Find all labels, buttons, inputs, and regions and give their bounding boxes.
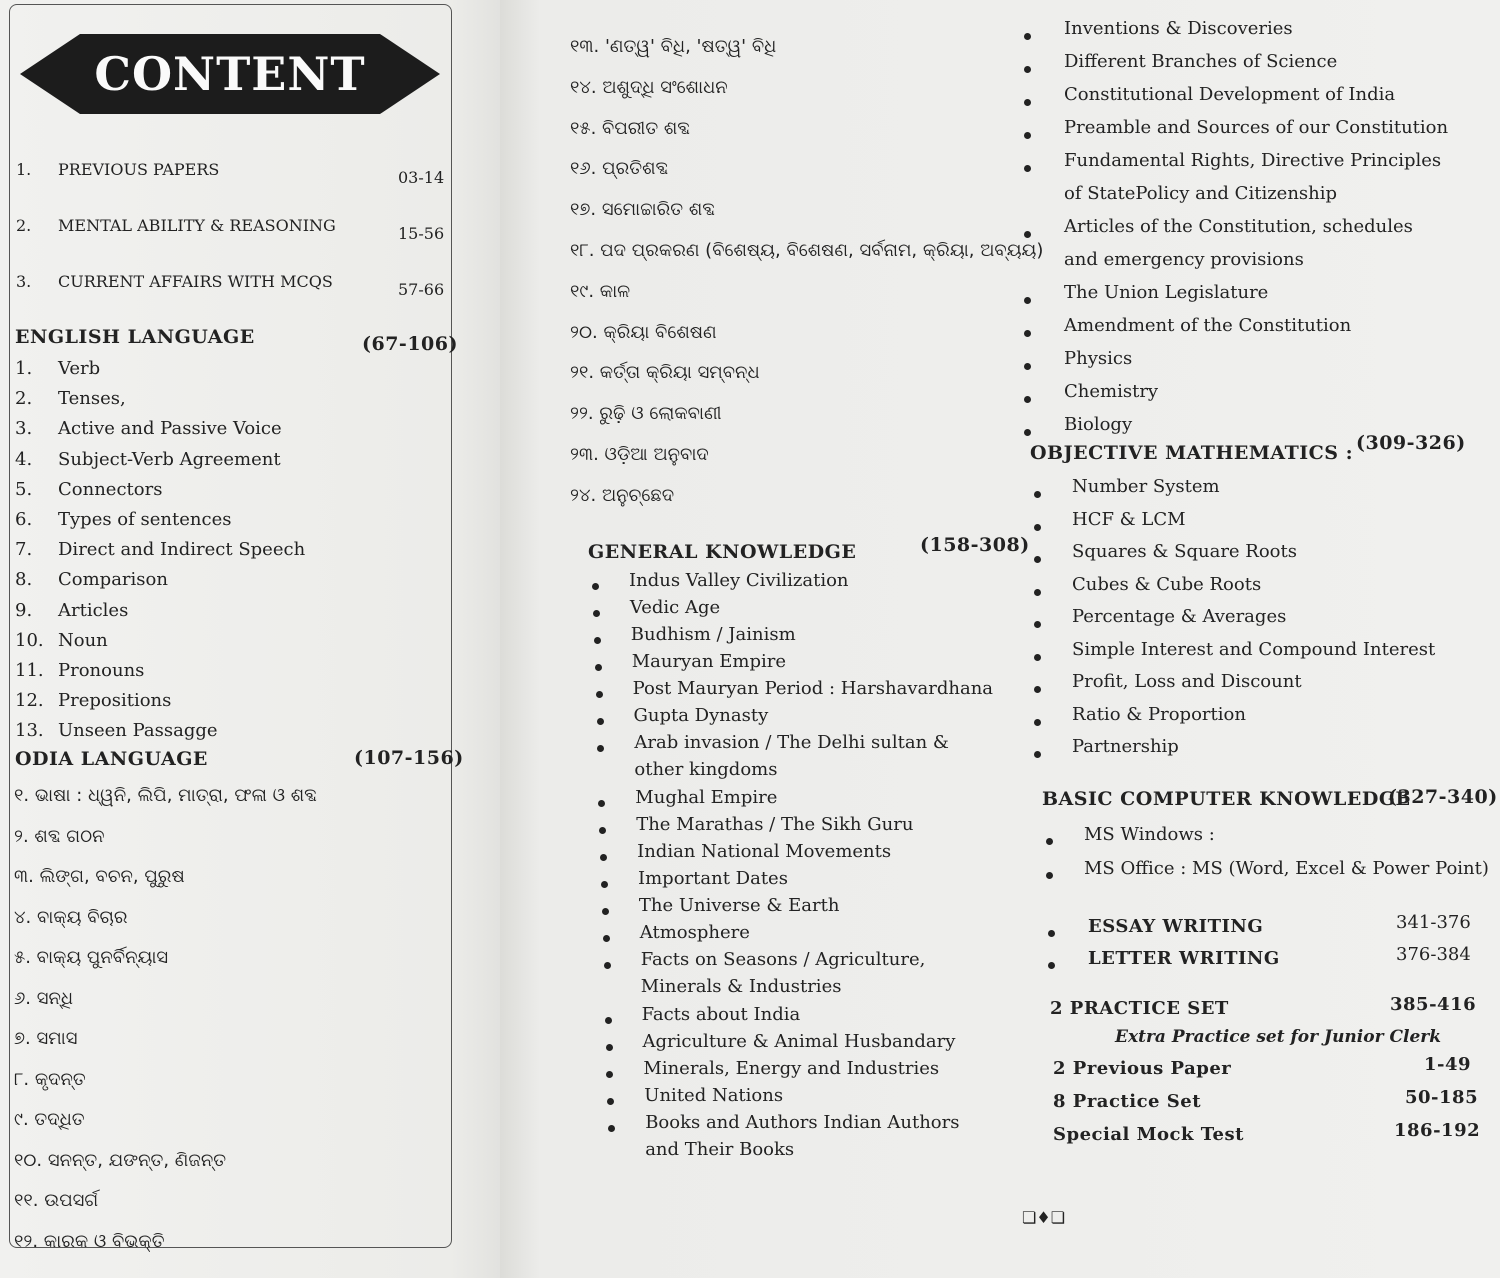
gk-item: Mauryan Empire [631,651,787,672]
bullet-icon [1024,396,1031,403]
toc-range: 15-56 [398,224,445,243]
content-title: CONTENT [94,47,366,101]
bullet-icon [605,1017,612,1024]
english-item-title: Types of sentences [58,509,232,530]
gk-item: Amendment of the Constitution [1064,315,1352,336]
bullet-icon [1024,363,1031,370]
english-item-title: Noun [58,629,108,651]
bullet-icon [596,691,603,698]
english-item-title: Active and Passive Voice [58,418,282,440]
practice-item-title: Special Mock Test [1053,1124,1244,1145]
end-ornament-icon: ❏♦❏ [1022,1208,1066,1227]
gk-item: Chemistry [1064,381,1159,402]
odia-item: ୨୨. ରୁଢ଼ି ଓ ଲୋକବାଣୀ [570,403,722,425]
toc-number: 1. [16,160,32,179]
gk-item: Indian National Movements [637,841,892,862]
bullet-icon [1034,524,1041,531]
maths-item: Cubes & Cube Roots [1072,573,1262,595]
odia-item: ୪. ବାକ୍ୟ ବିଚାର [14,906,128,928]
section-heading-english: ENGLISH LANGUAGE [15,326,255,348]
practice-subtitle: Extra Practice set for Junior Clerk [1115,1027,1441,1047]
bullet-icon [594,637,601,644]
gk-item: Vedic Age [629,597,721,618]
bullet-icon [602,908,609,915]
english-item-title: Direct and Indirect Speech [58,539,306,561]
maths-item: Simple Interest and Compound Interest [1072,638,1436,660]
gk-item: Minerals & Industries [640,976,842,997]
english-item-title: Prepositions [58,690,172,712]
gk-item: Inventions & Discoveries [1064,18,1293,39]
gk-item: and emergency provisions [1064,249,1304,270]
section-heading-gk: GENERAL KNOWLEDGE [588,541,857,563]
english-item-title: Connectors [58,478,163,500]
english-item-number: 8. [15,569,33,591]
toc-title: CURRENT AFFAIRS WITH MCQS [58,272,333,291]
bullet-icon [1024,132,1031,139]
section-range-gk: (158-308) [920,534,1030,556]
gk-item: The Universe & Earth [638,895,840,916]
toc-range: 03-14 [398,168,445,187]
gk-item: Biology [1064,414,1133,435]
maths-item: Number System [1072,476,1220,497]
section-heading-odia: ODIA LANGUAGE [15,748,208,770]
toc-number: 2. [16,216,32,235]
bullet-icon [1024,231,1031,238]
gk-item: Facts about India [641,1004,801,1025]
maths-item: Profit, Loss and Discount [1072,671,1302,692]
bullet-icon [1024,99,1031,106]
odia-item: ୧୪. ଅଶୁଦ୍ଧି ସଂଶୋଧନ [570,76,728,98]
odia-item: ୨୦. କ୍ରିୟା ବିଶେଷଣ [570,321,717,343]
bullet-icon [1024,33,1031,40]
gk-item: and Their Books [645,1139,795,1160]
gk-item: Gupta Dynasty [633,705,769,726]
bullet-icon [1034,686,1041,693]
section-range-maths: (309-326) [1356,432,1466,454]
bullet-icon [1034,654,1041,661]
practice-item-range: 1-49 [1424,1054,1472,1075]
gk-item: Different Branches of Science [1064,51,1338,72]
english-item-number: 5. [15,478,33,500]
bullet-icon [1024,66,1031,73]
gk-item: Indus Valley Civilization [629,570,849,591]
english-item-number: 13. [15,720,44,742]
section-heading-computer: BASIC COMPUTER KNOWLEDGE [1042,788,1411,810]
section-heading-practice: 2 PRACTICE SET [1050,998,1229,1019]
maths-item: HCF & LCM [1072,508,1186,530]
odia-item: ୧୦. ସନନ୍ତ, ଯଙନ୍ତ, ଣିଜନ୍ତ [14,1149,227,1171]
gk-item: Articles of the Constitution, schedules [1064,216,1413,237]
writing-range: 341-376 [1396,912,1471,933]
bullet-icon [1034,491,1041,498]
english-item-title: Articles [58,599,129,621]
odia-item: ୩. ଲିଙ୍ଗ, ବଚନ, ପୁରୁଷ [14,866,185,887]
gk-item: Physics [1064,348,1133,369]
writing-title: LETTER WRITING [1088,948,1280,969]
odia-item: ୨୩. ଓଡ଼ିଆ ଅନୁବାଦ [570,444,709,465]
bullet-icon [595,664,602,671]
bullet-icon [1048,962,1055,969]
english-item-number: 2. [15,388,33,410]
maths-item: Squares & Square Roots [1072,541,1297,562]
toc-title: MENTAL ABILITY & REASONING [58,216,336,235]
bullet-icon [1024,429,1031,436]
gk-item: of StatePolicy and Citizenship [1064,183,1338,204]
content-banner [20,32,440,116]
odia-item: ୧୬. ପ୍ରତିଶବ୍ଦ [570,158,669,180]
english-item-title: Verb [58,358,101,379]
gk-item: Fundamental Rights, Directive Principles [1064,150,1442,171]
odia-item: ୧୫. ବିପରୀତ ଶବ୍ଦ [570,117,691,139]
practice-item-range: 50-185 [1405,1087,1479,1108]
practice-item-title: 8 Practice Set [1053,1091,1202,1112]
english-item-number: 3. [15,418,33,440]
bullet-icon [592,583,599,590]
computer-item: MS Office : MS (Word, Excel & Power Point) [1084,858,1489,879]
bullet-icon [1046,872,1053,879]
gk-item: The Marathas / The Sikh Guru [636,814,914,835]
bullet-icon [1034,719,1041,726]
odia-item: ୮. କୃଦନ୍ତ [14,1068,86,1090]
maths-item: Percentage & Averages [1072,606,1287,627]
toc-title: PREVIOUS PAPERS [58,160,220,179]
odia-item: ୬. ସନ୍ଧି [14,987,74,1009]
odia-item: ୧୯. କାଳ [570,280,631,302]
content-box [9,4,452,1248]
english-item-number: 9. [15,599,33,621]
odia-item: ୭. ସମାସ [14,1028,78,1049]
bullet-icon [601,881,608,888]
english-item-title: Tenses, [58,388,126,410]
english-item-number: 12. [15,690,44,712]
gk-item: Arab invasion / The Delhi sultan & [634,732,949,753]
section-heading-maths: OBJECTIVE MATHEMATICS : [1030,442,1354,464]
bullet-icon [1034,556,1041,563]
english-item-number: 7. [15,539,33,561]
english-item-title: Unseen Passagge [58,720,218,742]
practice-item-range: 186-192 [1394,1120,1481,1141]
odia-item: ୯. ତଦ୍ଧିତ [14,1109,85,1130]
odia-item: ୨୧. କର୍ତ୍ତା କ୍ରିୟା ସମ୍ବନ୍ଧ [570,362,760,384]
english-item-number: 6. [15,509,33,530]
writing-title: ESSAY WRITING [1088,916,1264,937]
gk-item: Post Mauryan Period : Harshavardhana [632,678,994,699]
toc-range: 57-66 [398,280,445,299]
computer-item: MS Windows : [1084,824,1215,845]
maths-item: Partnership [1072,736,1179,757]
english-item-number: 10. [15,629,44,651]
odia-item: ୨. ଶବ୍ଦ ଗଠନ [14,825,105,847]
bullet-icon [1048,930,1055,937]
section-range-practice: 385-416 [1390,994,1477,1015]
bullet-icon [1024,165,1031,172]
section-range-english: (67-106) [362,333,458,355]
odia-item: ୧୧. ଉପସର୍ଗ [14,1190,99,1211]
gk-item: other kingdoms [634,759,778,780]
english-item-number: 11. [15,660,44,681]
gk-item: Constitutional Development of India [1064,84,1396,105]
bullet-icon [1024,297,1031,304]
gk-item: Books and Authors Indian Authors [645,1112,960,1133]
gk-item: Preamble and Sources of our Constitution [1064,117,1449,138]
gk-item: Important Dates [638,868,788,889]
gk-item: Minerals, Energy and Industries [643,1058,940,1079]
writing-range: 376-384 [1396,944,1471,965]
gk-item: Facts on Seasons / Agriculture, [640,949,926,970]
gk-item: Atmosphere [639,922,750,943]
odia-item: ୫. ବାକ୍ୟ ପୁନର୍ବିନ୍ୟାସ [14,947,169,968]
english-item-title: Comparison [58,569,168,591]
section-range-odia: (107-156) [354,747,464,769]
odia-item: ୨୪. ଅନୁଚ୍ଛେଦ [570,484,675,506]
gk-item: Mughal Empire [635,787,778,808]
bullet-icon [1034,621,1041,628]
maths-item: Ratio & Proportion [1072,703,1246,725]
odia-item: ୧. ଭାଷା : ଧ୍ୱନି, ଲିପି, ମାତ୍ରା, ଫଳା ଓ ଶବ୍ଦ [14,785,317,806]
bullet-icon [1046,838,1053,845]
odia-item: ୧୮. ପଦ ପ୍ରକରଣ (ବିଶେଷ୍ୟ, ବିଶେଷଣ, ସର୍ବନାମ, କ୍ରିୟା, ଅବ୍ୟୟ) [570,240,1044,261]
gk-item: United Nations [644,1085,784,1106]
bullet-icon [606,1044,613,1051]
bullet-icon [603,935,610,942]
section-range-computer: (327-340) [1388,786,1498,808]
english-item-number: 4. [15,448,33,470]
bullet-icon [604,962,611,969]
practice-item-title: 2 Previous Paper [1053,1058,1232,1079]
english-item-title: Subject-Verb Agreement [58,448,281,470]
toc-number: 3. [16,272,32,291]
english-item-number: 1. [15,358,33,379]
english-item-title: Pronouns [58,660,145,681]
gk-item: The Union Legislature [1064,282,1269,303]
gk-item: Agriculture & Animal Husbandary [642,1031,956,1052]
odia-item: ୧୨. କାରକ ଓ ବିଭକ୍ତି [14,1230,165,1252]
bullet-icon [1024,330,1031,337]
bullet-icon [1034,751,1041,758]
odia-item: ୧୩. 'ଣତ୍ୱ' ବିଧି, 'ଷତ୍ୱ' ବିଧି [570,36,777,57]
bullet-icon [593,610,600,617]
bullet-icon [1034,589,1041,596]
gk-item: Budhism / Jainism [630,624,796,645]
bullet-icon [597,718,604,725]
odia-item: ୧୭. ସମୋଚ୍ଚାରିତ ଶବ୍ଦ [570,199,715,221]
